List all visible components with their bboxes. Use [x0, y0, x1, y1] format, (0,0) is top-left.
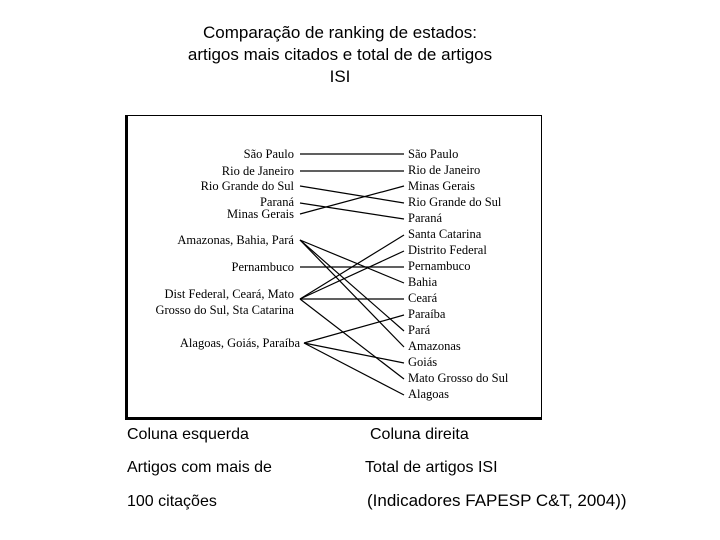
right-label-distrito-federal: Distrito Federal: [408, 243, 487, 257]
left-label-pernambuco: Pernambuco: [231, 260, 294, 274]
right-label-mato-grosso-do-sul: Mato Grosso do Sul: [408, 371, 509, 385]
connector-amazonas: [300, 240, 404, 347]
left-label-df-ceara-mato: Dist Federal, Ceará, Mato: [164, 287, 294, 301]
connector-paraiba: [304, 315, 404, 343]
right-label-sao-paulo: São Paulo: [408, 147, 459, 161]
ranking-diagram: [125, 115, 542, 420]
connector-bahia: [300, 240, 404, 283]
left-label-minas-gerais: Minas Gerais: [227, 207, 294, 221]
left-label-alagoas-goias-paraiba: Alagoas, Goiás, Paraíba: [179, 336, 300, 350]
right-label-paraiba: Paraíba: [408, 307, 446, 321]
connector-goias: [304, 343, 404, 363]
right-label-goias: Goiás: [408, 355, 438, 369]
left-column-labels: [155, 147, 300, 350]
left-label-sao-paulo: São Paulo: [243, 147, 294, 161]
left-label-ms-sc: Grosso do Sul, Sta Catarina: [155, 303, 294, 317]
title-line-1: Comparação de ranking de estados:: [202, 23, 478, 42]
caption-right-description: Total de artigos ISI: [365, 459, 498, 476]
connector-lines: [300, 154, 404, 395]
caption-left-description: Artigos com mais de: [127, 459, 272, 476]
ranking-diagram-svg: [128, 116, 541, 417]
left-label-amazonas-bahia-para: Amazonas, Bahia, Pará: [177, 233, 294, 247]
right-column-labels: [408, 147, 509, 401]
right-label-para: Pará: [408, 323, 431, 337]
right-label-pernambuco: Pernambuco: [408, 259, 471, 273]
right-label-amazonas: Amazonas: [408, 339, 461, 353]
right-label-rio-grande-do-sul: Rio Grande do Sul: [408, 195, 502, 209]
left-label-parana: Paraná: [259, 195, 294, 209]
title-line-2: artigos mais citados e total de de artigos: [187, 45, 493, 64]
title-line-3: ISI: [329, 67, 351, 86]
connector-distrito-federal: [300, 251, 404, 299]
connector-para: [300, 240, 404, 331]
slide-title: [90, 22, 590, 88]
caption-left-description-2: 100 citações: [127, 493, 217, 510]
right-label-rio-de-janeiro: Rio de Janeiro: [408, 163, 481, 177]
right-label-minas-gerais: Minas Gerais: [408, 179, 475, 193]
right-label-bahia: Bahia: [408, 275, 438, 289]
caption-right-column: Coluna direita: [370, 426, 469, 443]
left-label-rio-de-janeiro: Rio de Janeiro: [221, 164, 294, 178]
right-label-parana: Paraná: [408, 211, 443, 225]
caption-left-column: Coluna esquerda: [127, 426, 249, 443]
left-label-rio-grande-do-sul: Rio Grande do Sul: [200, 179, 294, 193]
connector-parana: [300, 203, 404, 219]
caption-source: (Indicadores FAPESP C&T, 2004)): [367, 491, 627, 510]
right-label-alagoas: Alagoas: [408, 387, 449, 401]
right-label-ceara: Ceará: [408, 291, 438, 305]
connector-mato-grosso-do-sul: [300, 299, 404, 379]
connector-alagoas: [304, 343, 404, 395]
right-label-santa-catarina: Santa Catarina: [408, 227, 482, 241]
